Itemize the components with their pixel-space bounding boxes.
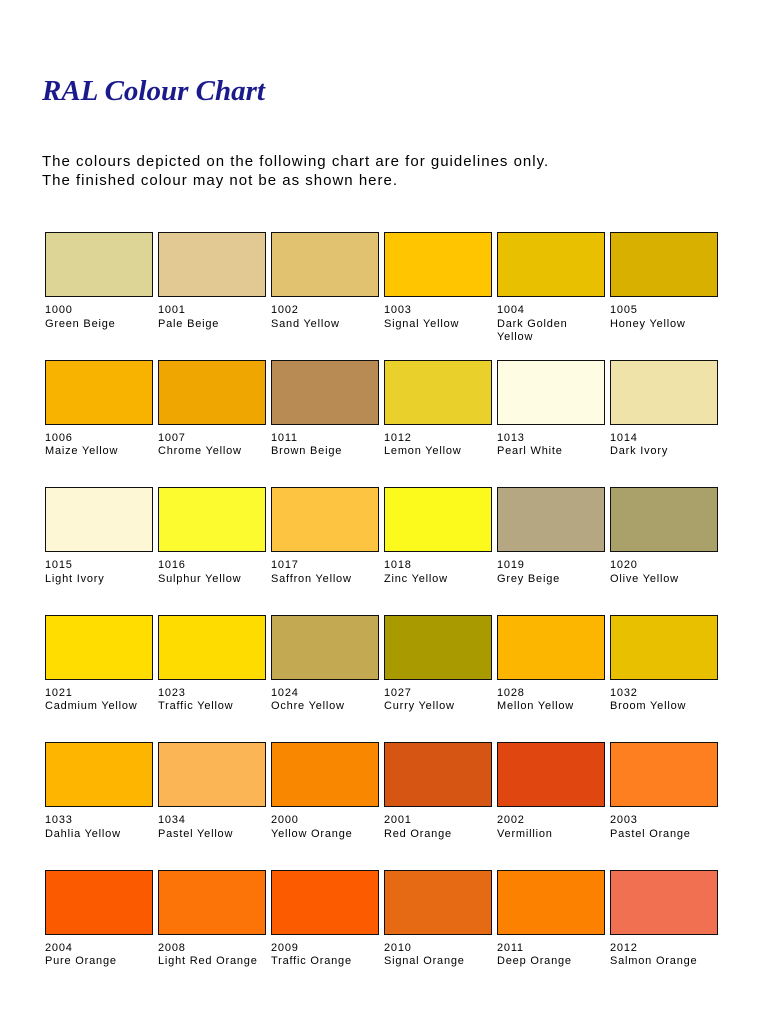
colour-code: 1014 (610, 431, 638, 444)
colour-swatch (610, 360, 718, 425)
colour-name: Grey Beige (497, 572, 561, 585)
intro-text (42, 152, 742, 190)
colour-card (271, 487, 379, 615)
colour-name: Maize Yellow (45, 445, 119, 457)
colour-name: Lemon Yellow (384, 445, 462, 457)
colour-card (158, 870, 266, 998)
colour-card (271, 870, 379, 998)
colour-swatch (158, 615, 266, 680)
colour-name: Mellon Yellow (497, 700, 575, 712)
colour-code: 1003 (384, 304, 412, 316)
colour-code: 2011 (497, 941, 524, 954)
colour-name: Cadmium Yellow (45, 700, 138, 712)
colour-card (384, 742, 492, 870)
colour-swatch (610, 232, 718, 297)
colour-name: Sand Yellow (271, 317, 340, 330)
colour-card (610, 870, 718, 998)
colour-name: Signal Orange (384, 955, 465, 967)
colour-card (158, 232, 266, 360)
colour-card (158, 487, 266, 615)
colour-code: 1034 (158, 814, 186, 826)
page-title: RAL Colour Chart (42, 75, 265, 107)
intro-line-2: The finished colour may not be as shown here. (42, 172, 399, 189)
colour-code: 1004 (497, 304, 525, 316)
colour-name: Sulphur Yellow (158, 572, 242, 585)
colour-swatch (271, 615, 379, 680)
colour-name: Traffic Orange (271, 955, 352, 967)
colour-name: Pure Orange (45, 955, 117, 967)
colour-card (45, 232, 153, 360)
colour-swatch (497, 360, 605, 425)
colour-name: Dark Ivory (610, 445, 669, 457)
colour-name: Olive Yellow (610, 572, 679, 585)
colour-swatch (271, 742, 379, 807)
colour-swatch (384, 742, 492, 807)
colour-code: 2003 (610, 814, 638, 826)
colour-card (45, 615, 153, 743)
colour-card (271, 232, 379, 360)
colour-code: 1032 (610, 686, 638, 699)
colour-swatch (158, 487, 266, 552)
colour-card (384, 870, 492, 998)
colour-code: 1017 (271, 559, 299, 571)
colour-swatch (271, 232, 379, 297)
colour-code: 2001 (384, 814, 412, 826)
colour-code: 1018 (384, 559, 412, 571)
colour-name: Dark Golden Yellow (497, 317, 568, 343)
colour-card (610, 742, 718, 870)
colour-code: 1005 (610, 304, 638, 316)
colour-card (271, 360, 379, 488)
colour-code: 1021 (45, 686, 73, 699)
colour-swatch (158, 360, 266, 425)
colour-card (158, 742, 266, 870)
colour-card (610, 360, 718, 488)
colour-code: 1015 (45, 559, 73, 571)
colour-card (45, 870, 153, 998)
colour-code: 1020 (610, 559, 638, 571)
colour-code: 1011 (271, 431, 298, 444)
colour-code: 1019 (497, 559, 525, 571)
colour-swatch (45, 487, 153, 552)
colour-swatch (610, 615, 718, 680)
colour-name: Traffic Yellow (158, 700, 234, 712)
colour-swatch (45, 232, 153, 297)
colour-code: 1023 (158, 686, 186, 699)
colour-code: 1007 (158, 431, 186, 444)
colour-code: 1002 (271, 304, 299, 316)
colour-card (384, 360, 492, 488)
colour-swatch (45, 742, 153, 807)
colour-code: 1012 (384, 431, 412, 444)
colour-swatch (45, 360, 153, 425)
colour-swatch (271, 870, 379, 935)
colour-code: 2009 (271, 941, 299, 954)
colour-name: Signal Yellow (384, 317, 460, 330)
colour-code: 2008 (158, 941, 186, 954)
colour-swatch (497, 615, 605, 680)
colour-name: Red Orange (384, 827, 452, 840)
colour-name: Curry Yellow (384, 700, 455, 712)
colour-card (271, 742, 379, 870)
colour-name: Pearl White (497, 445, 563, 457)
colour-card (158, 360, 266, 488)
colour-card (497, 360, 605, 488)
colour-swatch (497, 742, 605, 807)
colour-card (384, 232, 492, 360)
colour-name: Chrome Yellow (158, 445, 242, 457)
colour-card (158, 615, 266, 743)
colour-swatch (610, 742, 718, 807)
colour-card (497, 615, 605, 743)
colour-code: 2010 (384, 941, 412, 954)
colour-name: Light Red Orange (158, 955, 258, 967)
colour-code: 1000 (45, 304, 73, 316)
colour-name: Saffron Yellow (271, 572, 352, 585)
colour-card (497, 870, 605, 998)
colour-swatch (158, 742, 266, 807)
colour-swatch (384, 487, 492, 552)
colour-code: 2004 (45, 941, 73, 954)
colour-card (610, 615, 718, 743)
colour-swatch (497, 232, 605, 297)
colour-swatch (384, 232, 492, 297)
colour-code: 1028 (497, 686, 525, 699)
colour-name: Vermillion (497, 827, 553, 840)
colour-swatch (610, 487, 718, 552)
colour-name: Yellow Orange (271, 827, 353, 840)
colour-code: 2002 (497, 814, 525, 826)
colour-card (45, 360, 153, 488)
colour-swatch (610, 870, 718, 935)
colour-card (497, 742, 605, 870)
colour-swatch (384, 360, 492, 425)
colour-name: Deep Orange (497, 955, 572, 967)
colour-name: Ochre Yellow (271, 700, 345, 712)
colour-card (45, 742, 153, 870)
colour-card (497, 487, 605, 615)
colour-card (271, 615, 379, 743)
colour-card (384, 615, 492, 743)
colour-card (45, 487, 153, 615)
colour-swatch (45, 870, 153, 935)
colour-swatch (271, 487, 379, 552)
colour-name: Pale Beige (158, 317, 220, 330)
colour-card (497, 232, 605, 360)
colour-swatch (158, 232, 266, 297)
colour-swatch (384, 615, 492, 680)
colour-name: Dahlia Yellow (45, 827, 121, 840)
colour-code: 1024 (271, 686, 299, 699)
colour-code: 1013 (497, 431, 525, 444)
colour-card (610, 487, 718, 615)
colour-name: Honey Yellow (610, 317, 686, 330)
colour-code: 1033 (45, 814, 73, 826)
colour-name: Broom Yellow (610, 700, 687, 712)
colour-name: Brown Beige (271, 445, 343, 457)
colour-name: Pastel Orange (610, 827, 691, 840)
colour-swatch (271, 360, 379, 425)
colour-name: Pastel Yellow (158, 827, 234, 840)
colour-code: 1027 (384, 686, 412, 699)
colour-code: 1016 (158, 559, 186, 571)
colour-swatch (497, 870, 605, 935)
colour-code: 2012 (610, 941, 638, 954)
colour-name: Light Ivory (45, 572, 105, 585)
intro-line-1: The colours depicted on the following chart are for guidelines only. (42, 153, 550, 170)
colour-name: Salmon Orange (610, 955, 698, 967)
colour-swatch (497, 487, 605, 552)
colour-swatch (384, 870, 492, 935)
colour-card (610, 232, 718, 360)
colour-swatch (158, 870, 266, 935)
colour-card (384, 487, 492, 615)
colour-code: 2000 (271, 814, 299, 826)
colour-swatch (45, 615, 153, 680)
colour-name: Zinc Yellow (384, 572, 448, 585)
colour-code: 1001 (158, 304, 186, 316)
colour-code: 1006 (45, 431, 73, 444)
colour-chart-grid (45, 232, 721, 997)
colour-name: Green Beige (45, 317, 116, 330)
